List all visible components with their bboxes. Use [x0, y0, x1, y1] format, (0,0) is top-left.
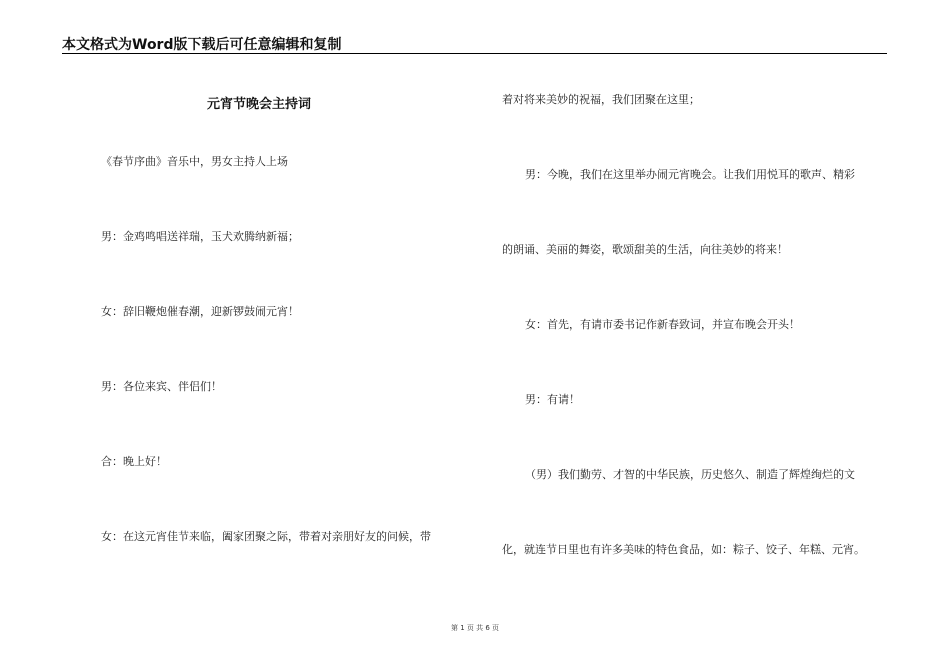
page-number: 第 1 页 共 6 页 [450, 624, 500, 632]
right-paragraph-3: 的朗诵、美丽的舞姿，歌颂甜美的生活，向往美妙的将来！ [502, 243, 788, 256]
right-paragraph-5: 男：有请！ [525, 393, 580, 406]
header-divider [62, 53, 887, 54]
left-paragraph-1: 《春节序曲》音乐中，男女主持人上场 [101, 155, 288, 168]
right-paragraph-2: 男：今晚，我们在这里举办闹元宵晚会。让我们用悦耳的歌声、精彩 [525, 168, 855, 181]
right-paragraph-7: 化，就连节日里也有许多美味的特色食品，如：粽子、饺子、年糕、元宵。 [502, 543, 865, 556]
right-paragraph-1: 着对将来美妙的祝福，我们团聚在这里； [502, 93, 700, 106]
right-paragraph-4: 女：首先，有请市委书记作新春致词，并宣布晚会开头！ [525, 318, 800, 331]
left-paragraph-3: 女：辞旧鞭炮催春潮，迎新锣鼓闹元宵！ [101, 305, 299, 318]
right-paragraph-6: （男）我们勤劳、才智的中华民族，历史悠久、制造了辉煌绚烂的文 [525, 468, 855, 481]
left-paragraph-5: 合：晚上好！ [101, 455, 167, 468]
document-header-notice: 本文格式为Word版下载后可任意编辑和复制 [62, 37, 342, 53]
left-paragraph-4: 男：各位来宾、伴侣们！ [101, 380, 222, 393]
document-title: 元宵节晚会主持词 [207, 97, 312, 112]
left-paragraph-2: 男：金鸡鸣唱送祥瑞，玉犬欢腾纳新福； [101, 230, 299, 243]
left-paragraph-6: 女：在这元宵佳节来临，阖家团聚之际，带着对亲朋好友的问候，带 [101, 530, 431, 543]
